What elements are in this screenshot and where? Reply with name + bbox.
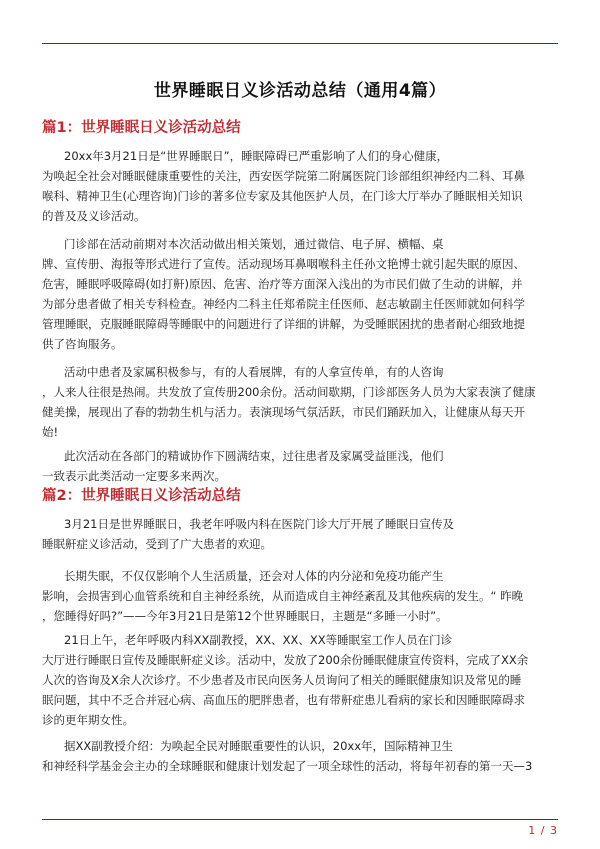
section-1-paragraph-3 — [42, 362, 558, 442]
text-line: 喉科、精神卫生(心理咨询)门诊的著多位专家及其他医护人员，在门诊大厅举办了睡眠相关知识 — [42, 189, 523, 203]
text-line: ，您睡得好吗?”——今年3月21日是第12个世界睡眠日，主题是“多睡一小时”。 — [42, 609, 448, 623]
page-number: 1 / 3 — [528, 824, 558, 837]
text-line: 20xx年3月21日是“世界睡眠日”，睡眠障碍已严重影响了人们的身心健康， — [64, 149, 449, 163]
text-line: 的普及及义诊活动。 — [42, 209, 146, 223]
text-line: 和神经科学基金会主办的全球睡眠和健康计划发起了一项全球性的活动，将每年初春的第一天—3 — [42, 759, 533, 773]
text-line: 门诊部在活动前期对本次活动做出相关策划，通过微信、电子屏、横幅、桌 — [64, 237, 444, 251]
section-2-paragraph-3 — [42, 630, 558, 730]
text-line: 诊的更年期女性。 — [42, 713, 134, 727]
text-line: 21日上午，老年呼吸内科XX副教授，XX、XX、XX等睡眠室工作人员在门诊 — [64, 633, 453, 647]
text-line: 危害，睡眠呼吸障碍(如打鼾)原因、危害、治疗等方面深入浅出的为市民们做了生动的讲解，并 — [42, 277, 523, 291]
text-line: 3月21日是世界睡眠日，我老年呼吸内科在医院门诊大厅开展了睡眠日宣传及 — [64, 517, 454, 531]
text-line: 眠问题，其中不乏合并冠心病、高血压的肥胖患者，也有带鼾症患儿看病的家长和因睡眠障碍求 — [42, 693, 525, 707]
section-1-paragraph-4 — [42, 446, 558, 486]
section-heading-1: 篇1：世界睡眠日义诊活动总结 — [42, 120, 241, 136]
section-2-paragraph-2 — [42, 566, 558, 626]
text-line: 大厅进行睡眠日宣传及睡眠鼾症义诊。活动中，发放了200余份睡眠健康宣传资料，完成了XX余 — [42, 653, 529, 667]
text-line: 据XX副教授介绍：为唤起全民对睡眠重要性的认识，20xx年，国际精神卫生 — [64, 739, 453, 753]
text-line: 影响，会损害到心血管系统和自主神经系统，从而造成自主神经紊乱及其他疾病的发生。“ 昨晚 — [42, 589, 524, 603]
text-line: 活动中患者及家属积极参与，有的人看展牌，有的人拿宣传单，有的人咨询 — [64, 365, 444, 379]
section-2-paragraph-1 — [42, 514, 558, 554]
header-rule — [42, 43, 558, 44]
text-line: 此次活动在各部门的精诚协作下圆满结束，过往患者及家属受益匪浅，他们 — [64, 449, 444, 463]
text-line: 管理睡眠，克服睡眠障碍等睡眠中的问题进行了详细的讲解，为受睡眠困扰的患者耐心细致地提 — [42, 317, 525, 331]
section-heading-2: 篇2：世界睡眠日义诊活动总结 — [42, 488, 241, 504]
document-title: 世界睡眠日义诊活动总结（通用4篇） — [153, 81, 447, 101]
text-line: 牌、宣传册、海报等形式进行了宣传。活动现场耳鼻咽喉科主任孙文艳博士就引起失眠的原因、 — [42, 257, 525, 271]
text-line: 为唤起全社会对睡眠健康重要性的关注，西安医学院第二附属医院门诊部组织神经内二科、耳鼻 — [42, 169, 525, 183]
text-line: 睡眠鼾症义诊活动，受到了广大患者的欢迎。 — [42, 537, 272, 551]
section-1-paragraph-2 — [42, 234, 558, 354]
text-line: 供了咨询服务。 — [42, 337, 123, 351]
text-line: 始! — [42, 425, 59, 439]
text-line: 长期失眠，不仅仅影响个人生活质量，还会对人体的内分泌和免疫功能产生 — [64, 569, 444, 583]
section-1-paragraph-1 — [42, 146, 558, 226]
text-line: 健美操，展现出了春的勃勃生机与活力。表演现场气氛活跃，市民们踊跃加入，让健康从每天开 — [42, 405, 525, 419]
footer-rule — [42, 819, 558, 820]
text-line: 人次的咨询及X余人次诊疗。不少患者及市民向医务人员询问了相关的睡眠健康知识及常见的睡 — [42, 673, 522, 687]
section-2-paragraph-4 — [42, 736, 558, 776]
text-line: 为部分患者做了相关专科检查。神经内二科主任郑希院主任医师、赵志敏副主任医师就如何科学 — [42, 297, 525, 311]
text-line: ，人来人往很是热闹。共发放了宣传册200余份。活动间歇期，门诊部医务人员为大家表演了健康 — [42, 385, 536, 399]
text-line: 一致表示此类活动一定要多来两次。 — [42, 469, 226, 483]
